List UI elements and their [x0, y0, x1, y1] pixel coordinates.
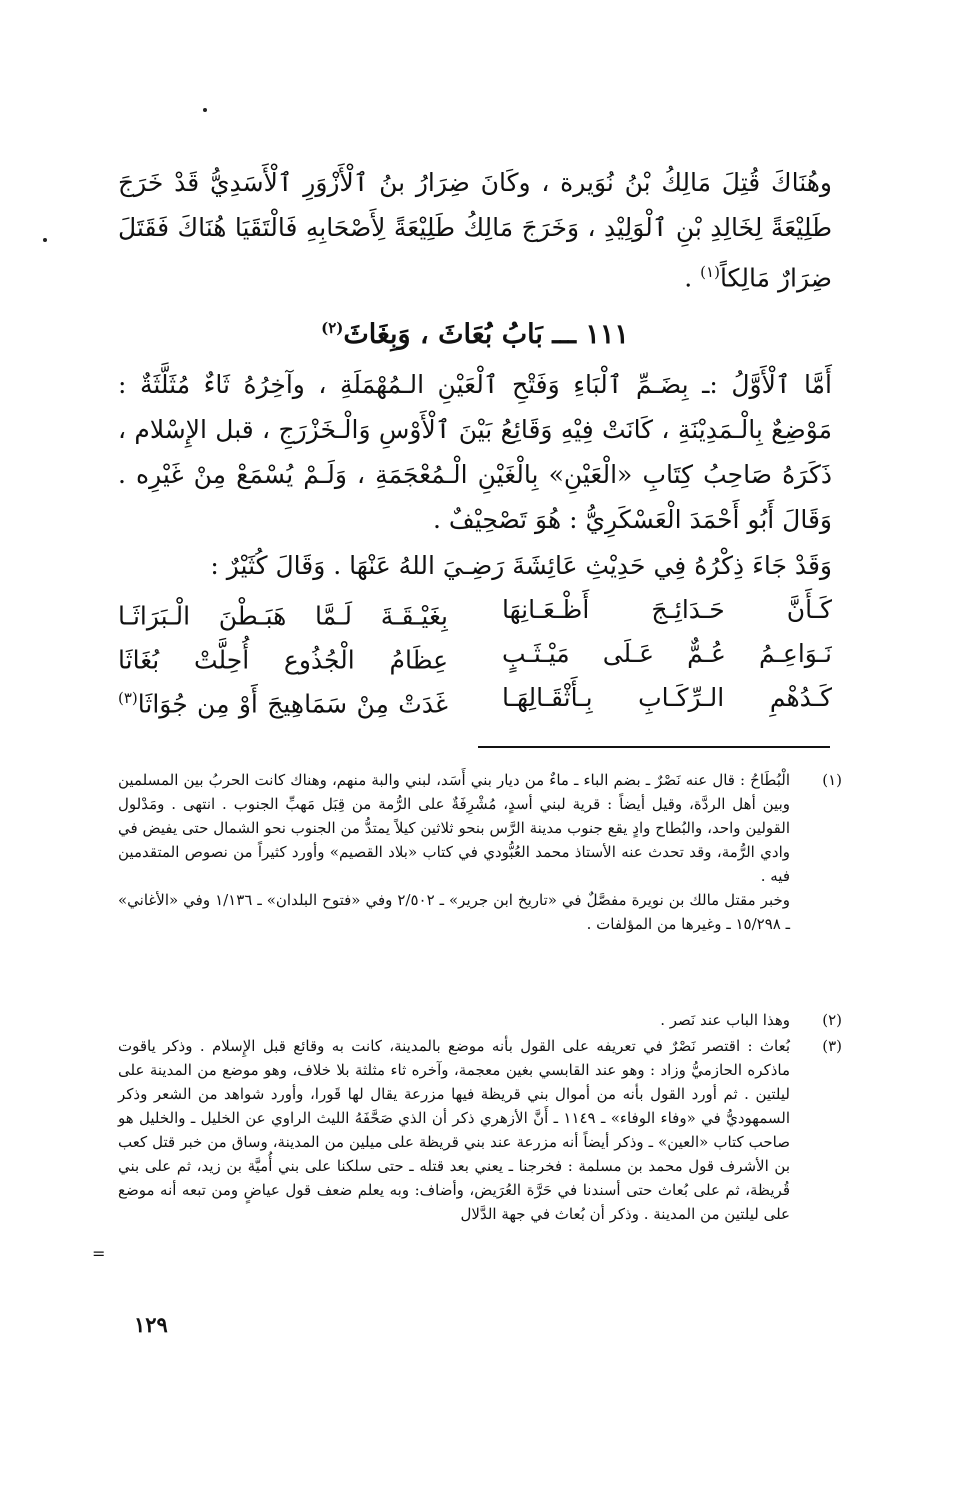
section-heading-text: ١١١ ـــ بَابُ بُعَاثَ ، وَبِغَاثَ [343, 319, 629, 350]
footnote-paragraph: الْبُطَاحُ : قال عنه نَصْرٌ ـ بضم الباء ـ ماءٌ من ديار بني أَسَد، لبني والبة منهم، وهناك كانت الحربُ بين المسلمين وبين أهل الردَّة، وقيل أيضاً : قرية لبني أسدٍ، مُشْرِفَةٌ على الرُّمة من قِبَل مَهبِّ الجنوب . انتهى . ومَدْلول القولين واحد، والبُطاح وادٍ يقع جنوب مدينة الرَّس بنحو ثلاثين كيلاً يمتدُّ من الجنوب نحو الشمال حتى يفيض في وادي الرُّمة، وقد تحدث عنه الأستاذ محمد العُبُّودي في كتاب «بلاد القصيم» وأورد كثيراً من نصوص المتقدمين فيه . [118, 771, 790, 885]
footnote-ref-2: (٢) [321, 319, 344, 337]
footnote-number: (٣) [822, 1037, 842, 1055]
footnote-ref-1: (١) [700, 263, 720, 281]
verse-second-hemistich [118, 676, 448, 720]
footnote-number: (٢) [822, 1011, 842, 1029]
footnote-paragraph: بُعاث : اقتصر نَصْرٌ في تعريفه على القول بأنه موضع بالمدينة، كانت به وقائع قبل الإِسلام . وذكر ياقوت ماذكره الحازميُّ وزاد : وهو عند القابسي بغين معجمة، وآخره ثاء مثلثة بلا خلاف، وهو موضع من المدينة على ليلتين . ثم أورد القول بأنه من أموال بني قريظة فيها مزرعة يقال لها قَورا، وأورد شواهد من الشعر وذكر السمهوديُّ في «وفاء الوفاء» ـ ١١٤٩ ـ أَنَّ الأزهري ذكر أن الذي صَحَّفَهُ الليث الراوي عن الخليل ـ والخليل هو صاحب كتاب «العين» ـ وذكر أيضاً أنه مزرعة عند بني قريظة على ميلين من المدينة، وساق من خبر قتل كعب بن الأشرف قول محمد بن مسلمة : فخرجنا ـ يعني بعد قتله ـ حتى سلكنا على بني أُميَّة بن زيد، ثم على بني قُريظة، ثم على بُعاث حتى أسندنا في حَرَّة العُرَيض، وأضاف: وبه يعلم ضعف قول عياضٍ ومن تبعه أنه موضع على ليلتين من المدينة . وذكر أن بُعاث في جهة الدَّلال [118, 1037, 790, 1223]
verse-first-hemistich: كَـأَنَّ حَـدَائِـجَ أَظْـعَـانِهَا [502, 595, 832, 624]
footnote-paragraph: وخبر مقتل مالك بن نويرة مفصَّلٌ في «تاريخ ابن جرير» ـ ٢/٥٠٢ وفي «فتوح البلدان» ـ ١/١٣٦ وفي «الأغاني» ـ ١٥/٢٩٨ ـ وغيرها من المؤلفات . [118, 891, 790, 933]
verse-first-hemistich: كَـدُهْمِ الـرِّكَـابِ بِـأَثْقَـالِهَـا [502, 683, 832, 712]
verse-second-hemistich-text: عِظَامُ الْجُذُوعِ أُحِلَّتْ بُغَاثَا [118, 645, 448, 675]
opening-period: . [684, 263, 701, 293]
footnote-paragraph: وهذا الباب عند نَصر . [660, 1011, 790, 1029]
footnote-item [118, 768, 842, 936]
page-speck [203, 108, 207, 112]
opening-line-2: لِخَالِدِ بْنِ ٱلْوَلِيْدِ ، وَخَرَجَ مَالِكُ طَلِيْعَةً لِأَصْحَابِهِ فَالْتَقَيَا هُنَاكَ فَقَتَلَ ضِرَارٌ [118, 213, 832, 293]
footnote-3 [118, 1034, 842, 1226]
footnote-number: (١) [822, 771, 842, 789]
page-speck [43, 238, 47, 242]
verse-line [118, 588, 832, 632]
verse-line [118, 632, 832, 676]
verse-second-hemistich [118, 588, 448, 632]
footnote-item [118, 1008, 842, 1032]
section-heading [118, 308, 832, 355]
footnote-separator [478, 746, 830, 748]
hadith-paragraph: وَقَدْ جَاءَ ذِكْرُهُ فِي حَدِيْثِ عَائِشَةَ رَضِـيَ اللهُ عَنْهَا . وَقَالَ كُثَيْرٌ : [210, 551, 832, 580]
page-number: ١٢٩ [134, 1312, 168, 1337]
opening-line-3: مَالِكاً [719, 263, 770, 293]
verse-second-hemistich-text: غَدَتْ مِنْ سَمَاهِيجَ أَوْ مِن جُوَاثَا [137, 689, 448, 719]
poem-verses [118, 588, 832, 720]
footnote-1 [118, 768, 842, 936]
footnote-2 [118, 1008, 842, 1032]
verse-first-hemistich: نَـوَاعِـمُ عُـمٌّ عَـلَى مَيْـثَـبٍ [502, 639, 832, 668]
verse-line [118, 676, 832, 720]
opening-paragraph [118, 160, 832, 300]
footnote-item [118, 1034, 842, 1226]
continuation-mark: = [92, 1244, 106, 1263]
verse-second-hemistich-text: بِغَيْـقَـةَ لَـمَّا هَبَـطْنَ الْـبَرَاثَـا [118, 601, 448, 631]
footnote-ref-3: (٣) [118, 689, 138, 707]
definition-paragraph: أَمَّا ٱلْأَوَّلُ :ـ بِضَـمِّ ٱلْبَاءِ وَفَتْحِ ٱلْعَيْنِ الـمُهْمَلَةِ ، وآخِرُهُ ثَاءٌ مُثَلَّثَةٌ : مَوْضِعٌ بِالْـمَدِيْنَةِ ، كَانَتْ فِيْهِ وَقَائِعُ بَيْنَ ٱلْأَوْسِ وَالْـخَزْرَجِ ، قبل الإِسْلام ، ذَكَرَهُ صَاحِبُ كِتَابِ «الْعَيْنِ» بِالْغَيْنِ الْـمُعْجَمَةِ ، وَلَـمْ يُسْمَعْ مِنْ غَيْرِه . وَقَالَ أَبُو أَحْمَدَ الْعَسْكَرِيُّ : هُوَ تَصْحِيْفٌ . [118, 370, 832, 534]
verse-second-hemistich [118, 632, 448, 676]
opening-line-1: وهُنَاكَ قُتِلَ مَالِكُ بْنُ نُوَيرة ، وكَانَ ضِرَارُ بنُ ٱلْأَزْوَرِ ٱلْأَسَدِيُّ قَدْ خَرَجَ طَلِيْعَةً [118, 168, 832, 242]
